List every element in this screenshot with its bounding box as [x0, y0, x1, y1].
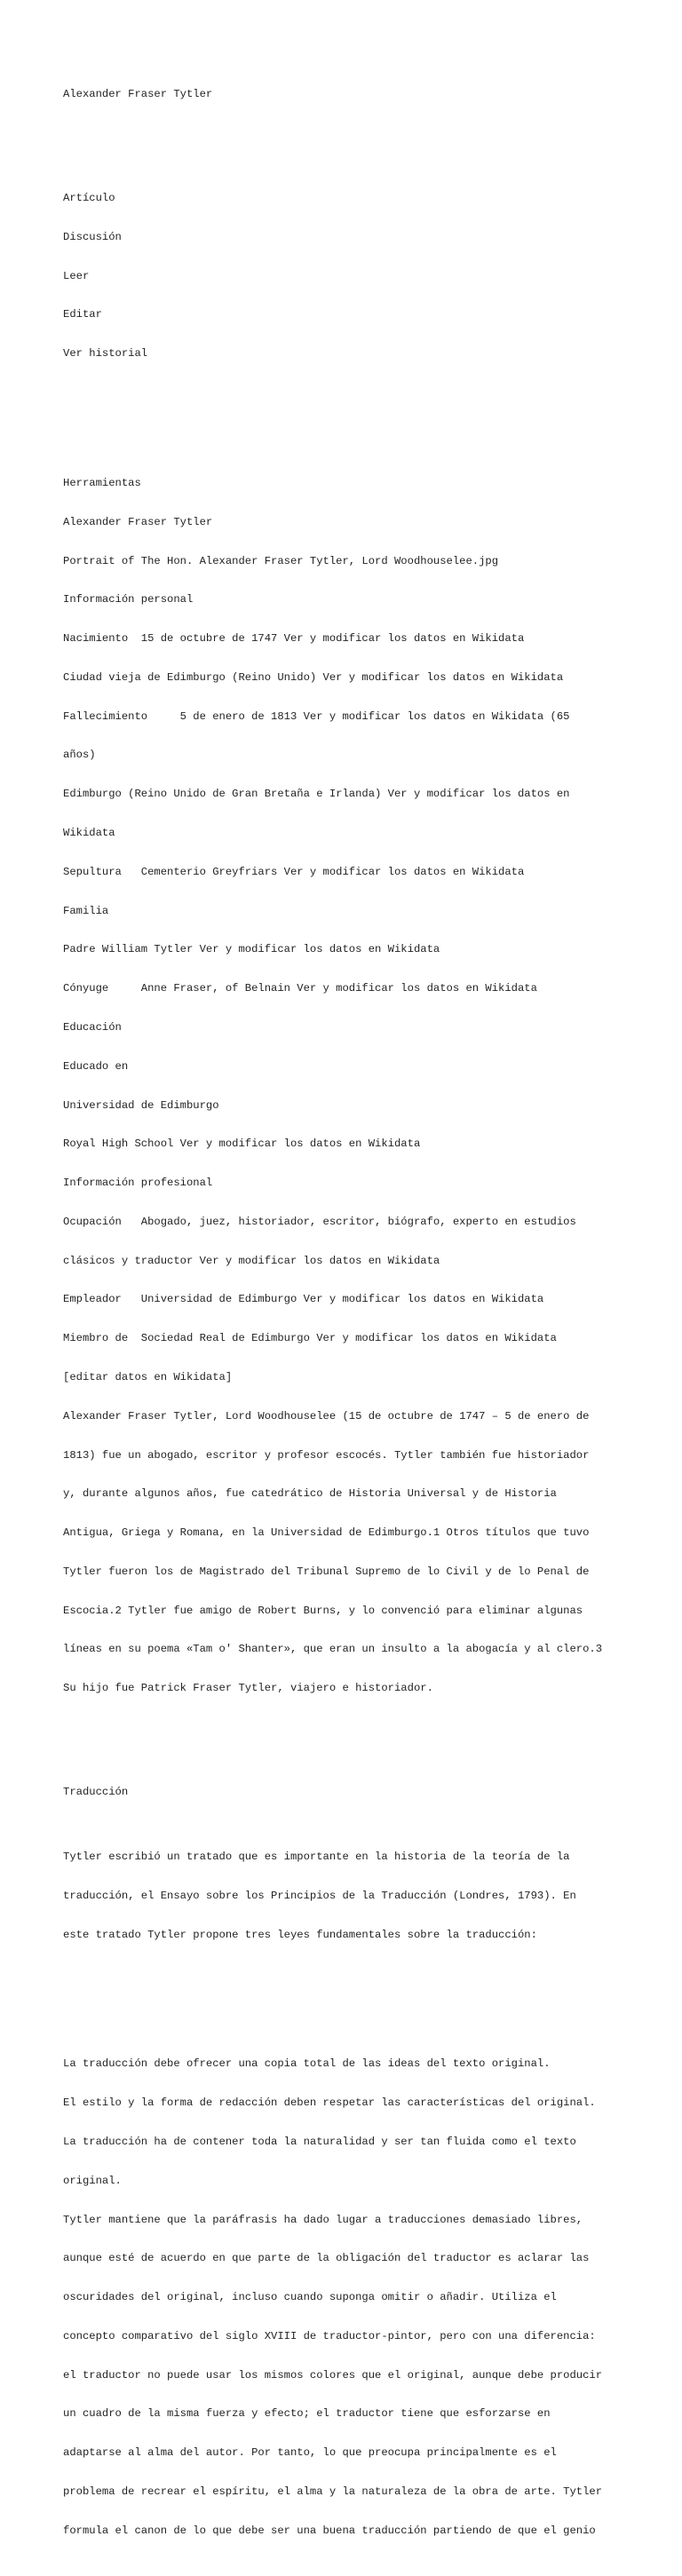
body-line: aunque esté de acuerdo en que parte de la obligación del traductor es aclarar las	[63, 2252, 590, 2265]
infobox-line: Edimburgo (Reino Unido de Gran Bretaña e Irlanda) Ver y modificar los datos en	[63, 788, 570, 801]
infobox-line: Alexander Fraser Tytler	[63, 515, 213, 528]
section-heading: Traducción	[63, 1785, 129, 1798]
lead-line: Tytler fueron los de Magistrado del Tribunal Supremo de lo Civil y de lo Penal de	[63, 1565, 590, 1578]
infobox-line: Educación	[63, 1020, 122, 1034]
nav-link-articulo[interactable]: Artículo	[63, 191, 115, 204]
infobox-line: Sepultura Cementerio Greyfriars Ver y modificar los datos en Wikidata	[63, 865, 525, 878]
infobox-line: Universidad de Edimburgo	[63, 1098, 219, 1112]
infobox-line: Familia	[63, 904, 109, 917]
infobox-line: Herramientas	[63, 477, 141, 489]
section-body	[63, 2032, 623, 2563]
infobox-line: Fallecimiento 5 de enero de 1813 Ver y modificar los datos en Wikidata (65	[63, 709, 570, 723]
intro-line: este tratado Tytler propone tres leyes fundamentales sobre la traducción:	[63, 1928, 537, 1941]
document	[63, 62, 623, 2576]
nav-link-ver-historial[interactable]: Ver historial	[63, 347, 148, 361]
section-intro	[63, 1825, 623, 1968]
infobox-and-lead	[63, 451, 623, 1721]
body-line: original.	[63, 2174, 122, 2187]
body-line: oscuridades del original, incluso cuando suponga omitir o añadir. Utiliza el	[63, 2291, 557, 2304]
infobox-line: Miembro de Sociedad Real de Edimburgo Ver y modificar los datos en Wikidata	[63, 1332, 557, 1345]
infobox-line: Nacimiento 15 de octubre de 1747 Ver y modificar los datos en Wikidata	[63, 632, 525, 646]
infobox-line: Información personal	[63, 593, 194, 606]
body-line: La traducción ha de contener toda la naturalidad y ser tan fluida como el texto	[63, 2136, 576, 2148]
body-line: concepto comparativo del siglo XVIII de traductor-pintor, pero con una diferencia:	[63, 2329, 596, 2342]
infobox-line: Información profesional	[63, 1177, 213, 1190]
nav-link-editar[interactable]: Editar	[63, 308, 102, 321]
infobox-line: Padre William Tytler Ver y modificar los datos en Wikidata	[63, 943, 440, 956]
infobox-line: Wikidata	[63, 827, 115, 840]
infobox-line: Ciudad vieja de Edimburgo (Reino Unido) Ver y modificar los datos en Wikidata	[63, 670, 564, 684]
nav-link-discusion[interactable]: Discusión	[63, 230, 122, 243]
infobox-line: Educado en	[63, 1059, 129, 1073]
infobox-line: clásicos y traductor Ver y modificar los datos en Wikidata	[63, 1254, 440, 1267]
lead-line: Su hijo fue Patrick Fraser Tytler, viajero e historiador.	[63, 1682, 433, 1695]
lead-line: Alexander Fraser Tytler, Lord Woodhouselee (15 de octubre de 1747 – 5 de enero de	[63, 1409, 590, 1423]
nav-links	[63, 166, 623, 386]
page-title: Alexander Fraser Tytler	[63, 88, 213, 101]
spacer	[63, 412, 623, 425]
infobox-line: Cónyuge Anne Fraser, of Belnain Ver y modificar los datos en Wikidata	[63, 982, 537, 995]
lead-line: 1813) fue un abogado, escritor y profesor escocés. Tytler también fue historiador	[63, 1448, 590, 1462]
body-line: La traducción debe ofrecer una copia total de las ideas del texto original.	[63, 2057, 551, 2071]
spacer	[63, 127, 623, 140]
body-line: adaptarse al alma del autor. Por tanto, lo que preocupa principalmente es el	[63, 2446, 557, 2460]
lead-line: y, durante algunos años, fue catedrático de Historia Universal y de Historia	[63, 1487, 557, 1501]
body-line: problema de recrear el espíritu, el alma y la naturaleza de la obra de arte. Tytler	[63, 2485, 603, 2499]
lead-line: Escocia.2 Tytler fue amigo de Robert Burns, y lo convenció para eliminar algunas	[63, 1604, 583, 1617]
spacer	[63, 1747, 623, 1760]
body-line: Tytler mantiene que la paráfrasis ha dado lugar a traducciones demasiado libres,	[63, 2213, 583, 2226]
infobox-line: Ocupación Abogado, juez, historiador, escritor, biógrafo, experto en estudios	[63, 1215, 576, 1228]
lead-line: Antigua, Griega y Romana, en la Universidad de Edimburgo.1 Otros títulos que tuvo	[63, 1526, 590, 1540]
intro-line: Tytler escribió un tratado que es importante en la historia de la teoría de la	[63, 1850, 570, 1863]
infobox-line: Empleador Universidad de Edimburgo Ver y modificar los datos en Wikidata	[63, 1293, 544, 1306]
spacer	[63, 1993, 623, 2006]
infobox-line: Royal High School Ver y modificar los datos en Wikidata	[63, 1137, 421, 1151]
infobox-line: Portrait of The Hon. Alexander Fraser Tytler, Lord Woodhouselee.jpg	[63, 554, 499, 567]
intro-line: traducción, el Ensayo sobre los Principios de la Traducción (Londres, 1793). En	[63, 1889, 576, 1902]
body-line: el traductor no puede usar los mismos colores que el original, aunque debe producir	[63, 2368, 603, 2382]
infobox-line: años)	[63, 749, 96, 762]
lead-line: líneas en su poema «Tam o' Shanter», que eran un insulto a la abogacía y al clero.3	[63, 1643, 603, 1656]
edit-wikidata-link[interactable]: [editar datos en Wikidata]	[63, 1370, 233, 1383]
nav-link-leer[interactable]: Leer	[63, 269, 90, 282]
body-line: formula el canon de lo que debe ser una buena traducción partiendo de que el genio	[63, 2524, 596, 2537]
body-line: El estilo y la forma de redacción deben respetar las características del original.	[63, 2096, 596, 2110]
body-line: un cuadro de la misma fuerza y efecto; el traductor tiene que esforzarse en	[63, 2407, 551, 2421]
